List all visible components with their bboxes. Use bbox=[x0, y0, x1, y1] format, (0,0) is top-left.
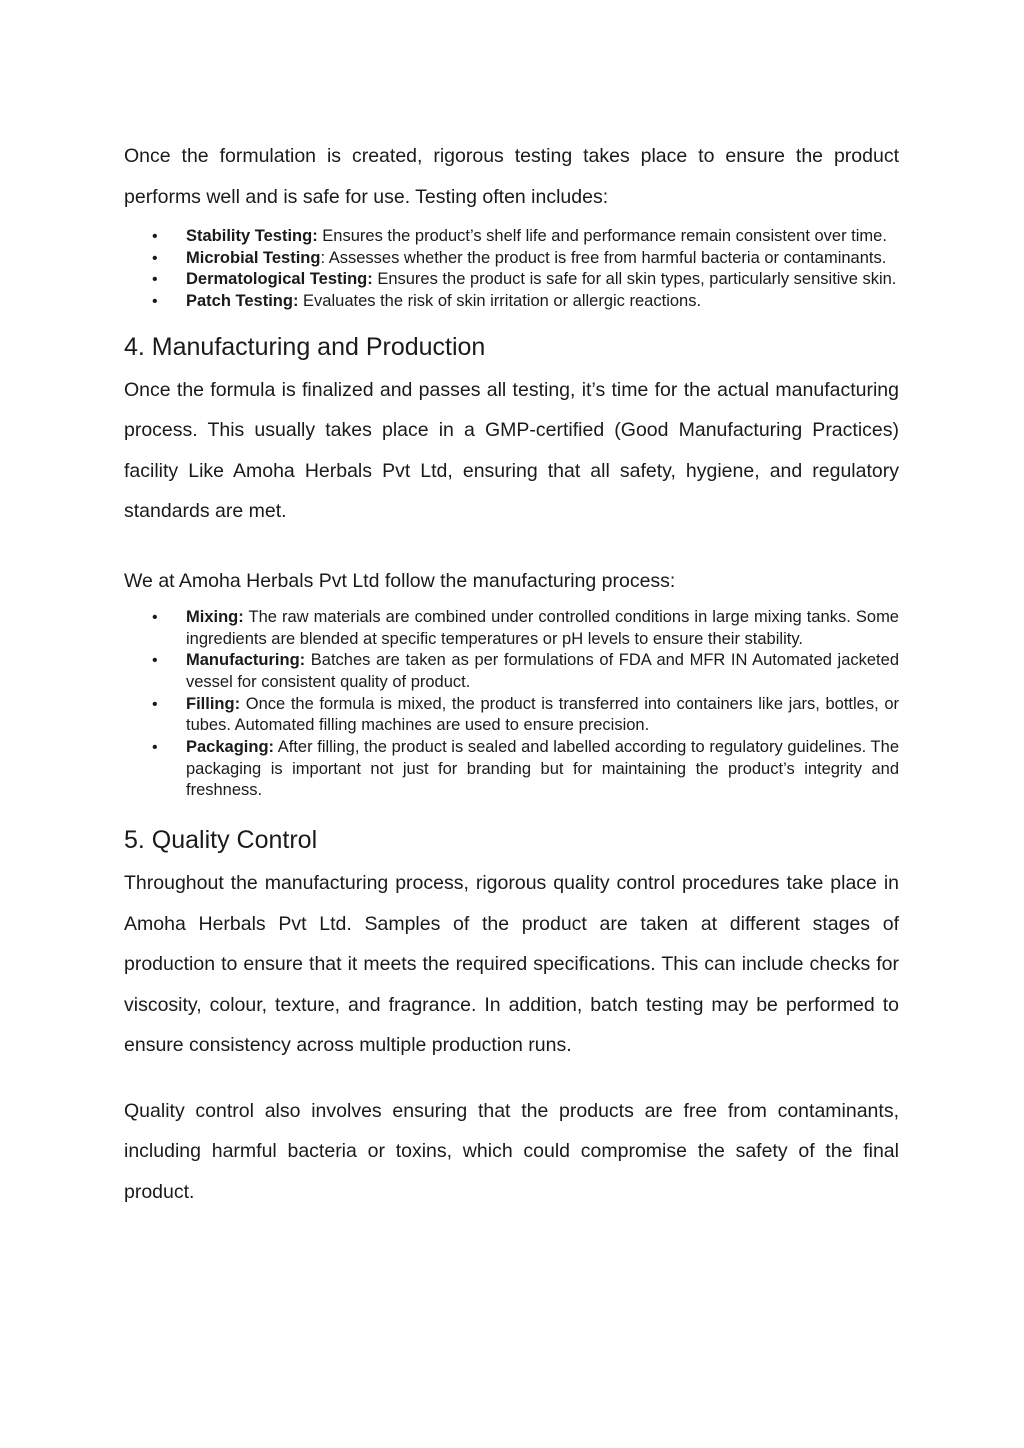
bullet-icon: • bbox=[152, 293, 158, 311]
list-item-term: Filling: bbox=[186, 694, 241, 713]
list-item-term: Stability Testing: bbox=[186, 227, 318, 245]
list-item-desc: : Assesses whether the product is free from harmful bacteria or contaminants. bbox=[320, 248, 887, 267]
bullet-icon: • bbox=[152, 228, 158, 245]
manufacturing-paragraph: Once the formula is finalized and passes all testing, it’s time for the actual manufacturing process. This usually takes place in a GMP-certified (Good Manufacturing Practices) facility Like Amoha Herbals Pvt Ltd, ensuring that all safety, hygiene, and regulatory standards are met. bbox=[124, 378, 899, 523]
list-item-term: Microbial Testing bbox=[186, 248, 321, 267]
list-item-desc: Once the formula is mixed, the product is transferred into containers like jars, bottles, or tubes. Automated filling machines are used to ensure precision. bbox=[186, 694, 899, 735]
list-item-term: Packaging: bbox=[186, 738, 275, 757]
list-item bbox=[124, 226, 899, 248]
intro-paragraph: Once the formulation is created, rigorous testing takes place to ensure the product performs well and is safe for use. Testing often includes: bbox=[124, 145, 899, 208]
contaminants-paragraph: Quality control also involves ensuring that the products are free from contaminants, including harmful bacteria or toxins, which could compromise the safety of the final product. bbox=[124, 1099, 899, 1203]
list-item-desc: Ensures the product is safe for all skin types, particularly sensitive skin. bbox=[372, 270, 897, 289]
list-item-desc: Batches are taken as per formulations of FDA and MFR IN Automated jacketed vessel for consistent quality of product. bbox=[186, 651, 899, 691]
list-item bbox=[124, 248, 899, 270]
list-item bbox=[124, 650, 899, 693]
bullet-icon: • bbox=[152, 739, 158, 757]
bullet-icon: • bbox=[152, 271, 158, 289]
list-item-term: Dermatological Testing: bbox=[186, 270, 373, 289]
list-item-desc: The raw materials are combined under controlled conditions in large mixing tanks. Some ingredients are blended at specific temperatures or pH levels to ensure their stability. bbox=[186, 607, 899, 648]
process-intro-paragraph: We at Amoha Herbals Pvt Ltd follow the manufacturing process: bbox=[124, 569, 676, 592]
list-item-term: Patch Testing: bbox=[186, 292, 299, 311]
section-heading-manufacturing: 4. Manufacturing and Production bbox=[124, 332, 486, 361]
process-list bbox=[124, 607, 899, 802]
list-item bbox=[124, 694, 899, 737]
bullet-icon: • bbox=[152, 695, 158, 713]
list-item bbox=[124, 607, 899, 650]
list-item-term: Mixing: bbox=[186, 607, 244, 626]
bullet-icon: • bbox=[152, 608, 158, 626]
list-item-desc: Evaluates the risk of skin irritation or allergic reactions. bbox=[298, 292, 702, 311]
section-heading-quality-control: 5. Quality Control bbox=[124, 826, 318, 855]
list-item bbox=[124, 291, 899, 313]
list-item-desc: Ensures the product’s shelf life and performance remain consistent over time. bbox=[317, 227, 887, 245]
list-item bbox=[124, 737, 899, 802]
list-item bbox=[124, 269, 899, 291]
list-item-desc: After filling, the product is sealed and labelled according to regulatory guidelines. The packaging is important not just for branding but for maintaining the product’s integrity and freshness. bbox=[186, 738, 899, 800]
document-page bbox=[124, 136, 899, 1212]
quality-control-paragraph: Throughout the manufacturing process, rigorous quality control procedures take place in Amoha Herbals Pvt Ltd. Samples of the product are taken at different stages of production to ensure that it meets the required specifications. This can include checks for viscosity, colour, texture, and fragrance. In addition, batch testing may be performed to ensure consistency across multiple production runs. bbox=[124, 872, 899, 1057]
bullet-icon: • bbox=[152, 652, 158, 670]
bullet-icon: • bbox=[152, 249, 158, 267]
list-item-term: Manufacturing: bbox=[186, 651, 306, 670]
testing-list bbox=[124, 226, 899, 313]
